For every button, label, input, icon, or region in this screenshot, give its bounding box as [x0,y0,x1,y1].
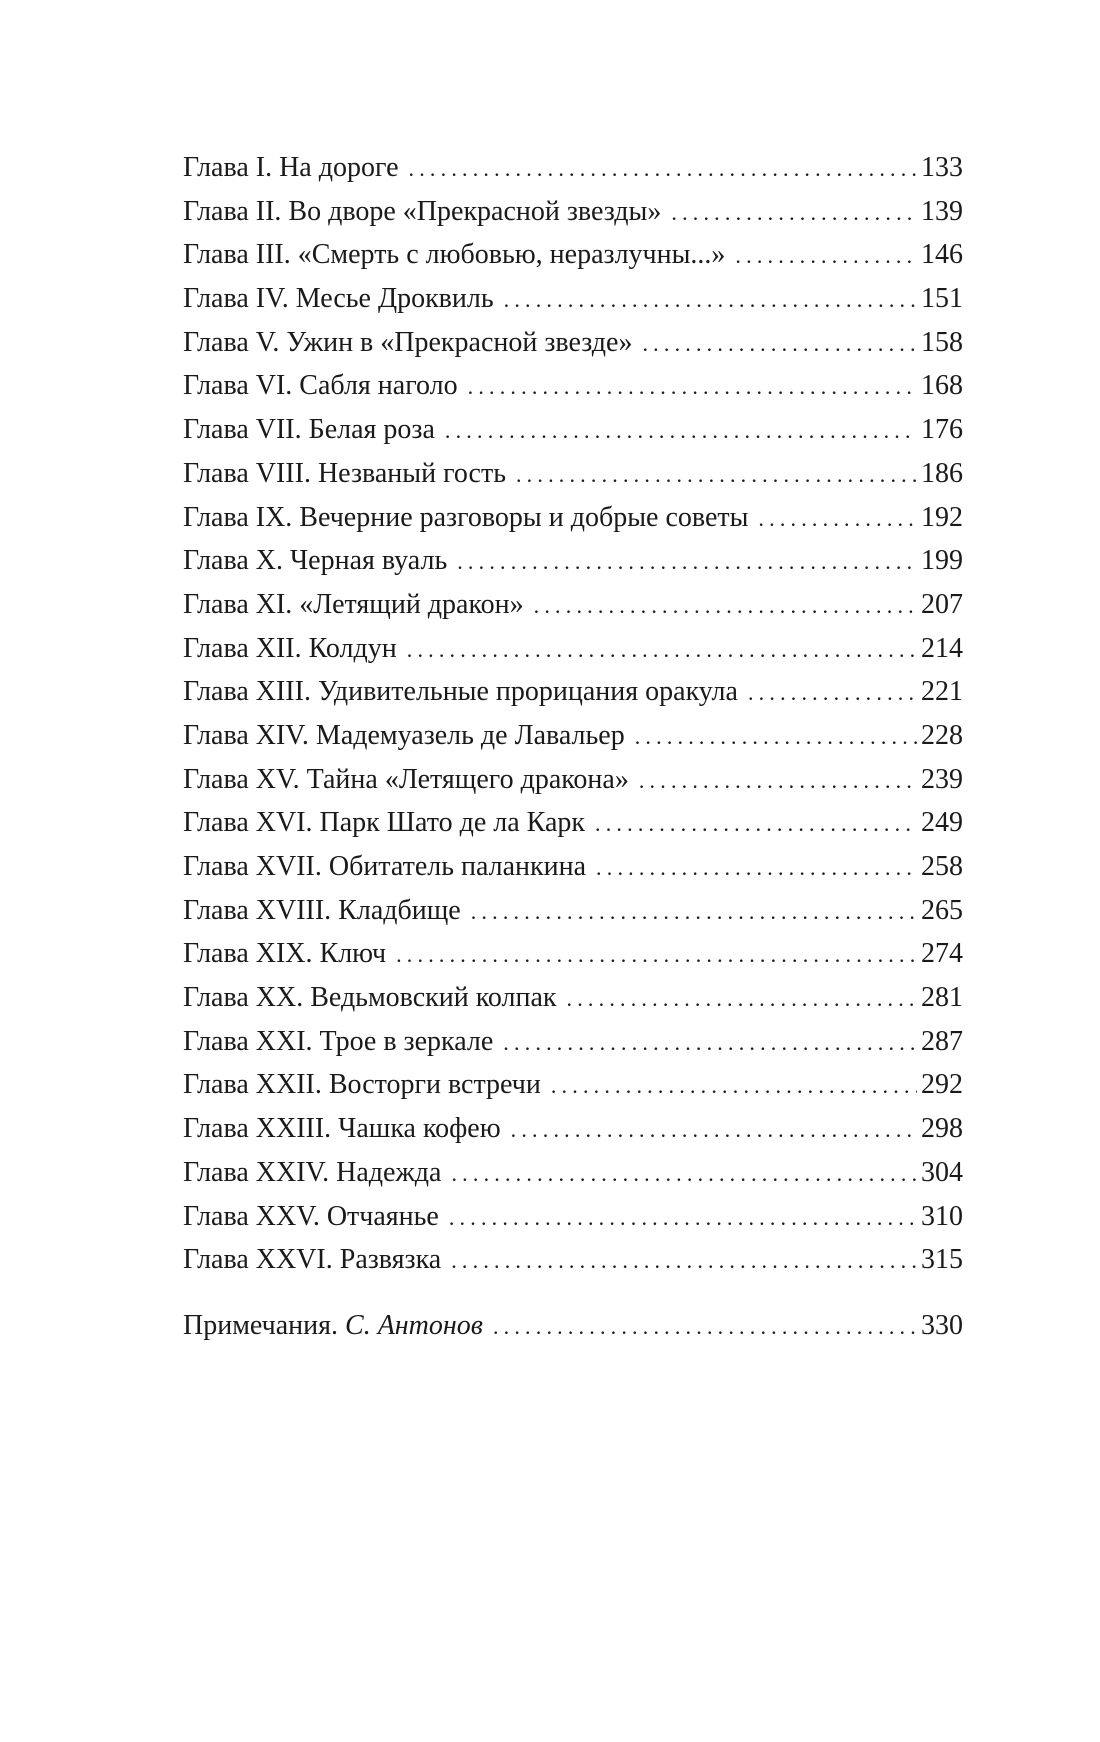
toc-entry-page: 199 [921,545,963,577]
toc-entry-page: 315 [921,1244,963,1276]
toc-dot-leader [493,1305,917,1349]
toc-entry[interactable] [183,364,963,408]
toc-entry-label: Глава XXVI. Развязка [183,1244,442,1276]
toc-entry-label: Глава VII. Белая роза [183,414,435,446]
toc-entry[interactable] [183,321,963,365]
toc-entry[interactable] [183,845,963,889]
toc-entry-label: Глава IX. Вечерние разговоры и добрые советы [183,501,749,533]
toc-entry[interactable] [183,496,963,540]
toc-entry-page: 292 [921,1069,963,1101]
toc-entry-page: 158 [921,326,963,358]
toc-chapter-list [183,146,963,1282]
toc-entry[interactable] [183,889,963,933]
toc-dot-leader [758,497,917,541]
toc-dot-leader [748,671,917,715]
toc-entry-page: 239 [921,763,963,795]
toc-gap [183,1282,963,1304]
toc-entry-page: 133 [921,152,963,183]
toc-entry-label: Глава XIII. Удивительные прорицания оракула [183,676,738,708]
toc-dot-leader [516,453,917,497]
toc-notes-label: Примечания. [183,1309,339,1341]
toc-entry-label: Глава II. Во дворе «Прекрасной звезды» [183,195,662,227]
toc-dot-leader [451,1239,917,1283]
toc-entry-page: 265 [921,894,963,926]
toc-entry[interactable] [183,932,963,976]
toc-dot-leader [642,322,917,366]
toc-dot-leader [449,1196,917,1240]
toc-dot-leader [595,802,917,846]
toc-dot-leader [567,977,917,1021]
toc-entry-label: Глава XIX. Ключ [183,938,387,970]
toc-entry[interactable] [183,1063,963,1107]
toc-dot-leader [396,933,917,977]
toc-entry[interactable] [183,627,963,671]
toc-entry-label: Глава XVI. Парк Шато де ла Карк [183,807,586,839]
toc-entry-label: Глава VI. Сабля наголо [183,370,458,402]
toc-entry-label: Глава XX. Ведьмовский колпак [183,982,557,1014]
toc-dot-leader [409,147,917,191]
toc-dot-leader [511,1108,917,1152]
toc-entry-label: Глава XV. Тайна «Летящего дракона» [183,763,629,795]
toc-entry[interactable] [183,277,963,321]
toc-entry-page: 176 [921,414,963,446]
toc-entry-label: Глава I. На дороге [183,152,399,183]
toc-entry-label: Глава XVIII. Кладбище [183,894,461,926]
toc-entry-page: 287 [921,1025,963,1057]
toc-entry[interactable] [183,1020,963,1064]
toc-entry[interactable] [183,1238,963,1282]
toc-dot-leader [671,191,917,235]
toc-dot-leader [468,365,917,409]
toc-entry[interactable] [183,714,963,758]
toc-entry[interactable] [183,758,963,802]
toc-entry-label: Глава XXV. Отчаянье [183,1200,439,1232]
toc-notes-entry[interactable] [183,1304,963,1348]
toc-entry[interactable] [183,452,963,496]
toc-dot-leader [471,890,917,934]
toc-notes-label-wrap [183,1304,493,1348]
toc-dot-leader [457,540,917,584]
toc-entry-page: 274 [921,938,963,970]
toc-entry-label: Глава XXIII. Чашка кофею [183,1113,501,1145]
toc-dot-leader [407,628,917,672]
toc-entry-page: 221 [921,676,963,708]
toc-entry-page: 168 [921,370,963,402]
toc-entry-page: 258 [921,851,963,882]
toc-entry-page: 310 [921,1200,963,1232]
toc-entry-page: 249 [921,807,963,839]
toc-dot-leader [445,409,917,453]
toc-dot-leader [503,1021,917,1065]
toc-entry-label: Глава III. «Смерть с любовью, неразлучны...» [183,239,726,271]
toc-dot-leader [534,584,917,628]
toc-entry[interactable] [183,801,963,845]
toc-dot-leader [639,759,917,803]
toc-entry-label: Глава V. Ужин в «Прекрасной звезде» [183,326,633,358]
toc-entry[interactable] [183,408,963,452]
toc-entry[interactable] [183,1151,963,1195]
toc-entry-page: 304 [921,1156,963,1188]
toc-entry-page: 192 [921,501,963,533]
toc-entry[interactable] [183,1107,963,1151]
toc-entry-label: Глава XVII. Обитатель паланкина [183,851,587,882]
toc-entry-page: 281 [921,982,963,1014]
toc-entry[interactable] [183,233,963,277]
toc-dot-leader [504,278,917,322]
toc-entry-page: 298 [921,1113,963,1145]
toc-entry-label: Глава XXII. Восторги встречи [183,1069,541,1101]
toc-notes-page: 330 [921,1309,963,1341]
toc-entry[interactable] [183,976,963,1020]
toc-entry-label: Глава VIII. Незваный гость [183,457,506,489]
toc-entry[interactable] [183,146,963,190]
toc-entry[interactable] [183,190,963,234]
toc-dot-leader [451,1152,917,1196]
toc-entry-label: Глава IV. Месье Дроквиль [183,283,494,315]
toc-dot-leader [551,1064,917,1108]
toc-entry[interactable] [183,583,963,627]
toc-entry-label: Глава XIV. Мадемуазель де Лавальер [183,719,625,751]
toc-entry-label: Глава XII. Колдун [183,632,397,664]
toc-entry-label: Глава XXI. Трое в зеркале [183,1025,494,1057]
toc-dot-leader [735,234,917,278]
toc-entry[interactable] [183,1195,963,1239]
toc-entry-page: 139 [921,195,963,227]
toc-entry-page: 151 [921,283,963,315]
toc-entry-label: Глава XXIV. Надежда [183,1156,442,1188]
toc-entry-page: 207 [921,588,963,620]
toc-entry-label: Глава XI. «Летящий дракон» [183,588,524,620]
table-of-contents [183,146,963,1348]
toc-entry-page: 214 [921,632,963,664]
toc-entry[interactable] [183,539,963,583]
toc-entry-page: 146 [921,239,963,271]
toc-dot-leader [596,846,917,890]
toc-entry-label: Глава X. Черная вуаль [183,545,448,577]
toc-entry-page: 228 [921,719,963,751]
toc-notes-author: С. Антонов [345,1309,483,1341]
toc-entry[interactable] [183,670,963,714]
toc-entry-page: 186 [921,457,963,489]
toc-dot-leader [635,715,917,759]
